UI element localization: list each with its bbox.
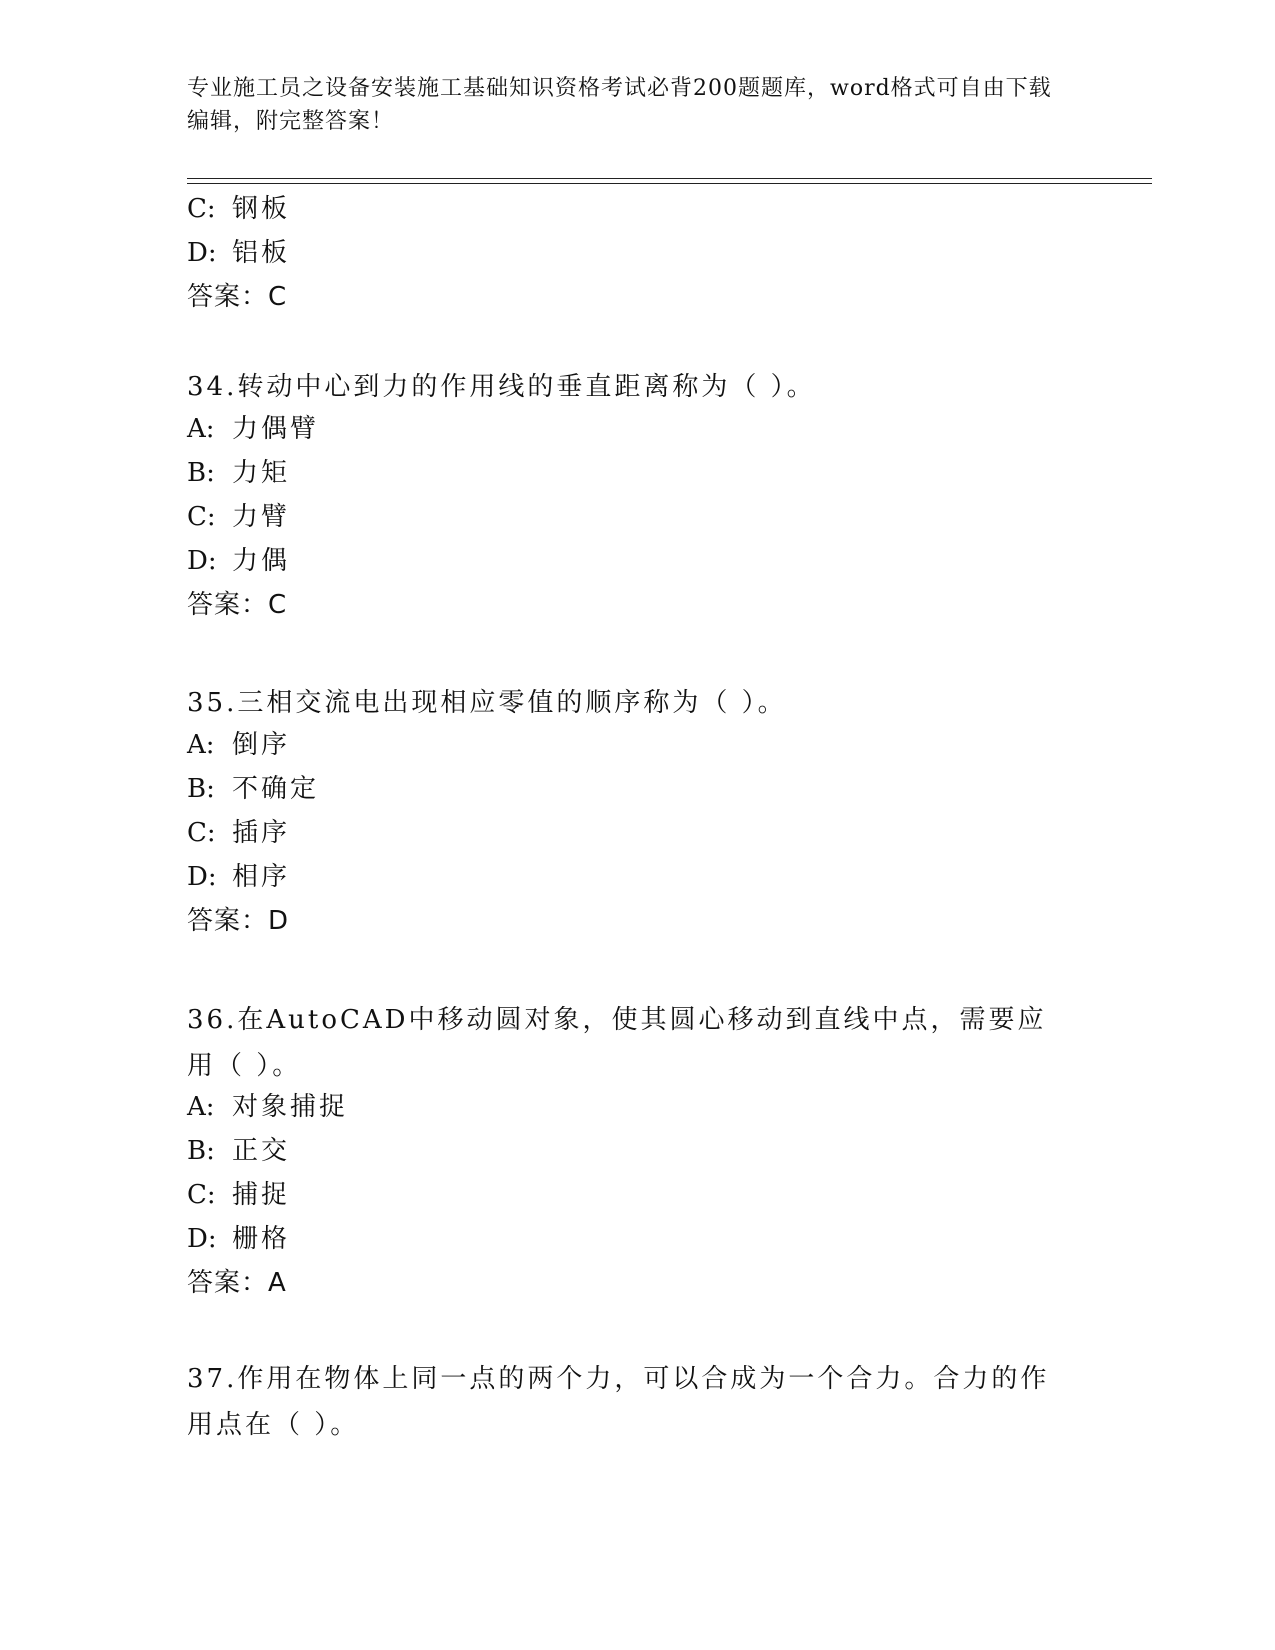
option-a <box>187 728 290 762</box>
option-letter: C: <box>187 818 216 848</box>
option-letter: A: <box>187 414 215 444</box>
question-stem-36: 36.在AutoCAD中移动圆对象，使其圆心移动到直线中点，需要应用（ ）。 <box>187 1005 1047 1081</box>
question-stem-35: 35.三相交流电出现相应零值的顺序称为（ ）。 <box>187 688 787 718</box>
option-text: 力矩 <box>232 458 291 488</box>
option-text: 力偶臂 <box>232 414 320 444</box>
option-text: 插序 <box>232 818 291 848</box>
option-letter: A: <box>187 730 215 760</box>
option-letter: D: <box>187 1224 217 1254</box>
option-c <box>187 500 290 534</box>
option-d <box>187 544 290 578</box>
option-text: 钢板 <box>232 194 291 224</box>
option-c <box>187 1178 290 1212</box>
header-divider-bottom <box>187 183 1152 184</box>
option-c <box>187 816 290 850</box>
option-text: 力臂 <box>232 502 291 532</box>
option-text: 力偶 <box>232 546 291 576</box>
document-header: 专业施工员之设备安装施工基础知识资格考试必背200题题库，word格式可自由下载编辑，附完整答案！ <box>187 76 1052 134</box>
answer-line: 答案：C <box>187 282 288 312</box>
option-d <box>187 236 290 270</box>
option-letter: C: <box>187 194 216 224</box>
option-text: 正交 <box>232 1136 291 1166</box>
option-b <box>187 1134 290 1168</box>
option-letter: D: <box>187 546 217 576</box>
option-d <box>187 860 290 894</box>
option-text: 铝板 <box>232 238 291 268</box>
option-letter: B: <box>187 458 215 488</box>
option-a <box>187 1090 348 1124</box>
header-divider-top <box>187 178 1152 179</box>
option-a <box>187 412 319 446</box>
answer-line: 答案：D <box>187 906 290 936</box>
option-letter: A: <box>187 1092 215 1122</box>
option-letter: C: <box>187 1180 216 1210</box>
option-text: 捕捉 <box>232 1180 291 1210</box>
option-text: 倒序 <box>232 730 291 760</box>
question-stem-37: 37.作用在物体上同一点的两个力，可以合成为一个合力。合力的作用点在（ ）。 <box>187 1364 1050 1440</box>
option-d <box>187 1222 290 1256</box>
answer-line: 答案：A <box>187 1268 287 1298</box>
option-b <box>187 772 319 806</box>
option-letter: B: <box>187 774 215 804</box>
answer-line: 答案：C <box>187 590 288 620</box>
option-text: 不确定 <box>232 774 320 804</box>
option-letter: C: <box>187 502 216 532</box>
option-text: 相序 <box>232 862 291 892</box>
option-text: 对象捕捉 <box>232 1092 349 1122</box>
option-b <box>187 456 290 490</box>
option-letter: D: <box>187 238 217 268</box>
option-c <box>187 192 290 226</box>
option-letter: B: <box>187 1136 215 1166</box>
option-letter: D: <box>187 862 217 892</box>
option-text: 栅格 <box>232 1224 291 1254</box>
question-stem-34: 34.转动中心到力的作用线的垂直距离称为（ ）。 <box>187 372 816 402</box>
